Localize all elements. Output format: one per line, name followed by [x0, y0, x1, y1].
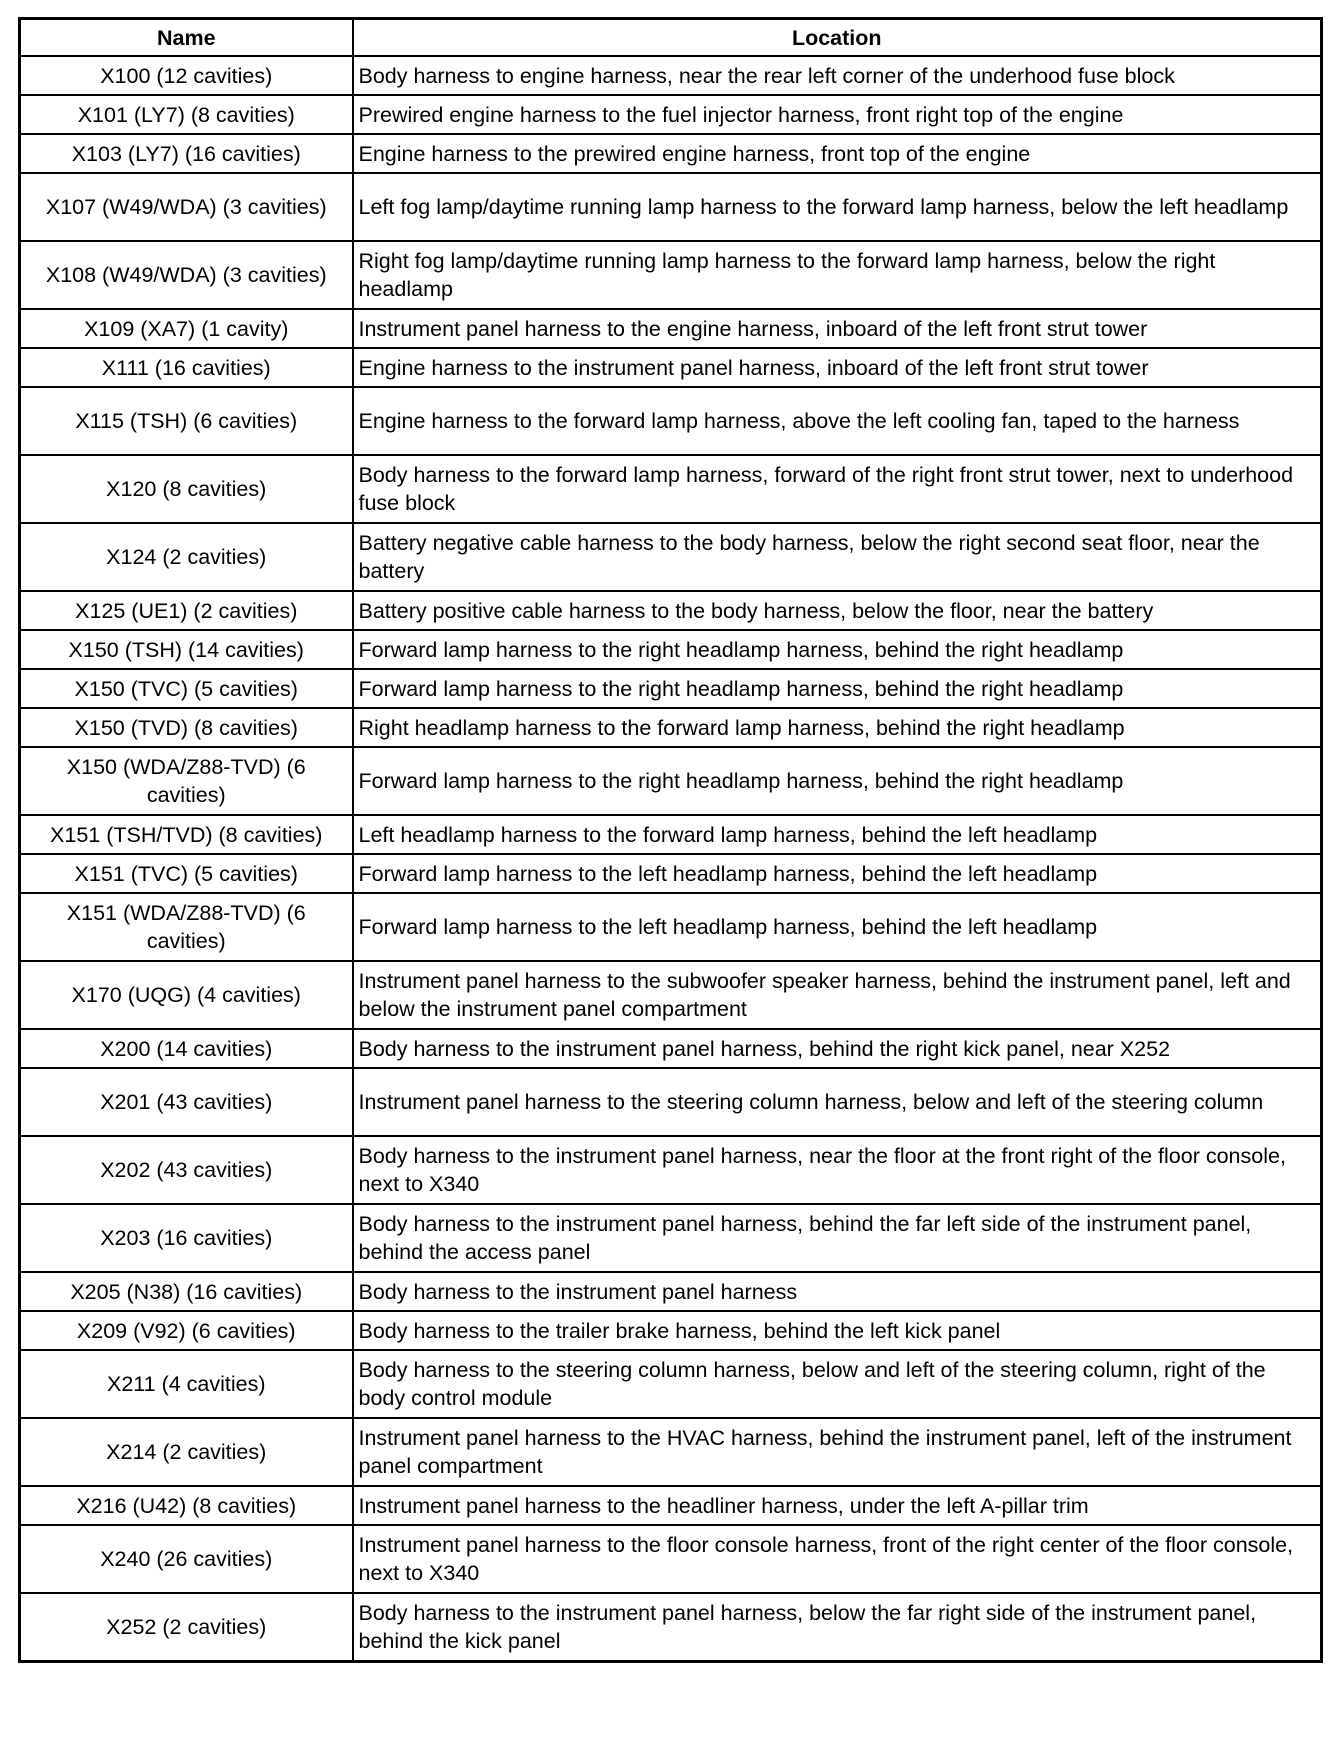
connector-name-cell: X211 (4 cavities) [20, 1350, 353, 1418]
connector-location-table [18, 17, 1323, 1663]
connector-location-cell: Body harness to the steering column harness, below and left of the steering column, right of the body control module [353, 1350, 1322, 1418]
connector-name-cell: X151 (WDA/Z88-TVD) (6 cavities) [20, 893, 353, 961]
table-row [20, 348, 1322, 387]
connector-name-cell: X150 (TVC) (5 cavities) [20, 669, 353, 708]
connector-name-cell: X111 (16 cavities) [20, 348, 353, 387]
connector-location-cell: Instrument panel harness to the subwoofer speaker harness, behind the instrument panel, left and below the instrument panel compartment [353, 961, 1322, 1029]
connector-name-cell: X108 (W49/WDA) (3 cavities) [20, 241, 353, 309]
table-row [20, 1204, 1322, 1272]
connector-name-cell: X205 (N38) (16 cavities) [20, 1272, 353, 1311]
connector-location-cell: Prewired engine harness to the fuel injector harness, front right top of the engine [353, 95, 1322, 134]
connector-location-cell: Engine harness to the instrument panel harness, inboard of the left front strut tower [353, 348, 1322, 387]
connector-name-cell: X252 (2 cavities) [20, 1593, 353, 1662]
table-row [20, 669, 1322, 708]
table-row [20, 56, 1322, 95]
connector-name-cell: X115 (TSH) (6 cavities) [20, 387, 353, 455]
connector-location-cell: Body harness to the instrument panel harness [353, 1272, 1322, 1311]
table-row [20, 1068, 1322, 1136]
connector-name-cell: X151 (TSH/TVD) (8 cavities) [20, 815, 353, 854]
connector-name-cell: X103 (LY7) (16 cavities) [20, 134, 353, 173]
connector-location-cell: Body harness to the forward lamp harness, forward of the right front strut tower, next to underhood fuse block [353, 455, 1322, 523]
table-row [20, 591, 1322, 630]
table-row [20, 387, 1322, 455]
table-row [20, 893, 1322, 961]
connector-location-cell: Left headlamp harness to the forward lamp harness, behind the left headlamp [353, 815, 1322, 854]
connector-location-cell: Engine harness to the forward lamp harness, above the left cooling fan, taped to the harness [353, 387, 1322, 455]
column-header-name: Name [20, 19, 353, 57]
table-row [20, 854, 1322, 893]
connector-location-cell: Right fog lamp/daytime running lamp harness to the forward lamp harness, below the right headlamp [353, 241, 1322, 309]
table-header-row [20, 19, 1322, 57]
column-header-location: Location [353, 19, 1322, 57]
connector-name-cell: X150 (TVD) (8 cavities) [20, 708, 353, 747]
connector-name-cell: X124 (2 cavities) [20, 523, 353, 591]
table-row [20, 1593, 1322, 1662]
connector-location-cell: Body harness to the instrument panel harness, near the floor at the front right of the floor console, next to X340 [353, 1136, 1322, 1204]
connector-location-cell: Instrument panel harness to the HVAC harness, behind the instrument panel, left of the instrument panel compartment [353, 1418, 1322, 1486]
connector-name-cell: X151 (TVC) (5 cavities) [20, 854, 353, 893]
connector-name-cell: X214 (2 cavities) [20, 1418, 353, 1486]
connector-location-cell: Forward lamp harness to the right headlamp harness, behind the right headlamp [353, 747, 1322, 815]
connector-name-cell: X109 (XA7) (1 cavity) [20, 309, 353, 348]
connector-location-cell: Instrument panel harness to the floor console harness, front of the right center of the floor console, next to X340 [353, 1525, 1322, 1593]
table-row [20, 309, 1322, 348]
table-row [20, 1525, 1322, 1593]
connector-name-cell: X200 (14 cavities) [20, 1029, 353, 1068]
connector-location-cell: Left fog lamp/daytime running lamp harness to the forward lamp harness, below the left headlamp [353, 173, 1322, 241]
table-row [20, 134, 1322, 173]
table-row [20, 1136, 1322, 1204]
connector-name-cell: X101 (LY7) (8 cavities) [20, 95, 353, 134]
connector-name-cell: X150 (TSH) (14 cavities) [20, 630, 353, 669]
table-row [20, 630, 1322, 669]
connector-name-cell: X120 (8 cavities) [20, 455, 353, 523]
connector-location-cell: Battery positive cable harness to the body harness, below the floor, near the battery [353, 591, 1322, 630]
table-row [20, 523, 1322, 591]
connector-location-cell: Body harness to the trailer brake harness, behind the left kick panel [353, 1311, 1322, 1350]
connector-location-cell: Engine harness to the prewired engine harness, front top of the engine [353, 134, 1322, 173]
connector-name-cell: X170 (UQG) (4 cavities) [20, 961, 353, 1029]
connector-name-cell: X209 (V92) (6 cavities) [20, 1311, 353, 1350]
connector-location-cell: Forward lamp harness to the left headlamp harness, behind the left headlamp [353, 854, 1322, 893]
connector-location-cell: Instrument panel harness to the engine harness, inboard of the left front strut tower [353, 309, 1322, 348]
connector-name-cell: X100 (12 cavities) [20, 56, 353, 95]
connector-name-cell: X240 (26 cavities) [20, 1525, 353, 1593]
table-row [20, 708, 1322, 747]
table-row [20, 1272, 1322, 1311]
connector-name-cell: X201 (43 cavities) [20, 1068, 353, 1136]
table-row [20, 747, 1322, 815]
table-row [20, 1029, 1322, 1068]
table-row [20, 1311, 1322, 1350]
connector-location-cell: Instrument panel harness to the steering column harness, below and left of the steering column [353, 1068, 1322, 1136]
connector-location-cell: Right headlamp harness to the forward lamp harness, behind the right headlamp [353, 708, 1322, 747]
connector-location-cell: Forward lamp harness to the right headlamp harness, behind the right headlamp [353, 630, 1322, 669]
connector-name-cell: X150 (WDA/Z88-TVD) (6 cavities) [20, 747, 353, 815]
table-row [20, 1418, 1322, 1486]
connector-location-cell: Body harness to the instrument panel harness, behind the far left side of the instrument panel, behind the access panel [353, 1204, 1322, 1272]
connector-location-cell: Battery negative cable harness to the body harness, below the right second seat floor, near the battery [353, 523, 1322, 591]
table-row [20, 961, 1322, 1029]
table-row [20, 173, 1322, 241]
table-row [20, 455, 1322, 523]
connector-name-cell: X107 (W49/WDA) (3 cavities) [20, 173, 353, 241]
connector-name-cell: X202 (43 cavities) [20, 1136, 353, 1204]
table-row [20, 1350, 1322, 1418]
connector-name-cell: X216 (U42) (8 cavities) [20, 1486, 353, 1525]
table-row [20, 95, 1322, 134]
connector-location-cell: Instrument panel harness to the headliner harness, under the left A-pillar trim [353, 1486, 1322, 1525]
connector-location-cell: Body harness to the instrument panel harness, below the far right side of the instrument panel, behind the kick panel [353, 1593, 1322, 1662]
connector-location-cell: Forward lamp harness to the left headlamp harness, behind the left headlamp [353, 893, 1322, 961]
connector-name-cell: X203 (16 cavities) [20, 1204, 353, 1272]
connector-location-cell: Forward lamp harness to the right headlamp harness, behind the right headlamp [353, 669, 1322, 708]
connector-location-cell: Body harness to engine harness, near the rear left corner of the underhood fuse block [353, 56, 1322, 95]
table-row [20, 241, 1322, 309]
connector-location-cell: Body harness to the instrument panel harness, behind the right kick panel, near X252 [353, 1029, 1322, 1068]
connector-name-cell: X125 (UE1) (2 cavities) [20, 591, 353, 630]
table-row [20, 1486, 1322, 1525]
table-row [20, 815, 1322, 854]
connector-table-container [18, 17, 1320, 1663]
